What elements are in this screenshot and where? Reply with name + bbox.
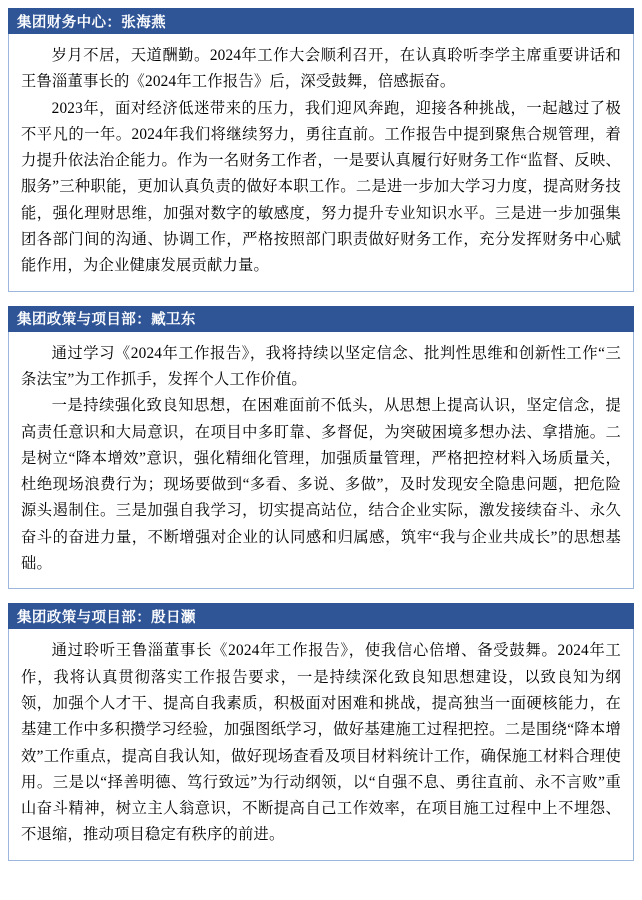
testimonial-section-2 <box>0 306 642 590</box>
section-header-title-1: 集团财务中心：张海燕 <box>17 14 166 31</box>
section-header-bar-1 <box>8 8 634 34</box>
section-body-3 <box>8 629 634 860</box>
paragraph: 2023年，面对经济低迷带来的压力，我们迎风奔跑，迎接各种挑战，一起越过了极不平凡的一年。2024年我们将继续努力，勇往直前。工作报告中提到聚焦合规管理，着力提升依法治企能力。作为一名财务工作者，一是要认真履行好财务工作“监督、反映、服务”三种职能，更加认真负责的做好本职工作。二是进一步加大学习力度，提高财务技能，强化理财思维，加强对数字的敏感度，努力提升专业知识水平。三是进一步加强集团各部门间的沟通、协调工作，严格按照部门职责做好财务工作，充分发挥财务中心赋能作用，为企业健康发展贡献力量。 <box>21 99 621 275</box>
paragraph: 一是持续强化致良知思想，在困难面前不低头，从思想上提高认识，坚定信念，提高责任意识和大局意识，在项目中多盯靠、多督促，为突破困境多想办法、拿措施。二是树立“降本增效”意识，强化精细化管理，加强质量管理，严格把控材料入场质量关，杜绝现场浪费行为；现场要做到“多看、多说、多做”，及时发现安全隐患问题，把危险源头遏制住。三是加强自我学习，切实提高站位，结合企业实际，激发接续奋斗、永久奋斗的奋进力量，不断增强对企业的认同感和归属感，筑牢“我与企业共成长”的思想基础。 <box>21 397 621 573</box>
paragraph: 通过学习《2024年工作报告》，我将持续以坚定信念、批判性思维和创新性工作“三条法宝”为工作抓手，发挥个人工作价值。 <box>21 344 621 388</box>
testimonial-section-1 <box>0 8 642 292</box>
section-header-bar-2 <box>8 306 634 332</box>
paragraph: 通过聆听王鲁淄董事长《2024年工作报告》，使我信心倍增、备受鼓舞。2024年工作，我将认真贯彻落实工作报告要求，一是持续深化致良知思想建设，以致良知为纲领，加强个人才干、提高自我素质，积极面对困难和挑战，提高独当一面硬核能力，在基建工作中多积攒学习经验，加强图纸学习，做好基建施工过程把控。二是围绕“降本增效”工作重点，提高自我认知，做好现场查看及项目材料统计工作，确保施工材料合理使用。三是以“择善明德、笃行致远”为行动纲领，以“自强不息、勇往直前、永不言败”重山奋斗精神，树立主人翁意识，不断提高自己工作效率，在项目施工过程中上不埋怨、不退缩，推动项目稳定有秩序的前进。 <box>21 642 621 844</box>
section-body-2 <box>8 332 634 590</box>
section-body-1 <box>8 34 634 292</box>
section-header-title-2: 集团政策与项目部：臧卫东 <box>17 312 196 329</box>
testimonial-section-3 <box>0 603 642 860</box>
section-header-bar-3 <box>8 603 634 629</box>
paragraph: 岁月不居，天道酬勤。2024年工作大会顺利召开，在认真聆听李学主席重要讲话和王鲁淄董事长的《2024年工作报告》后，深受鼓舞，倍感振奋。 <box>21 47 621 91</box>
section-header-title-3: 集团政策与项目部：殷日灏 <box>17 609 196 626</box>
